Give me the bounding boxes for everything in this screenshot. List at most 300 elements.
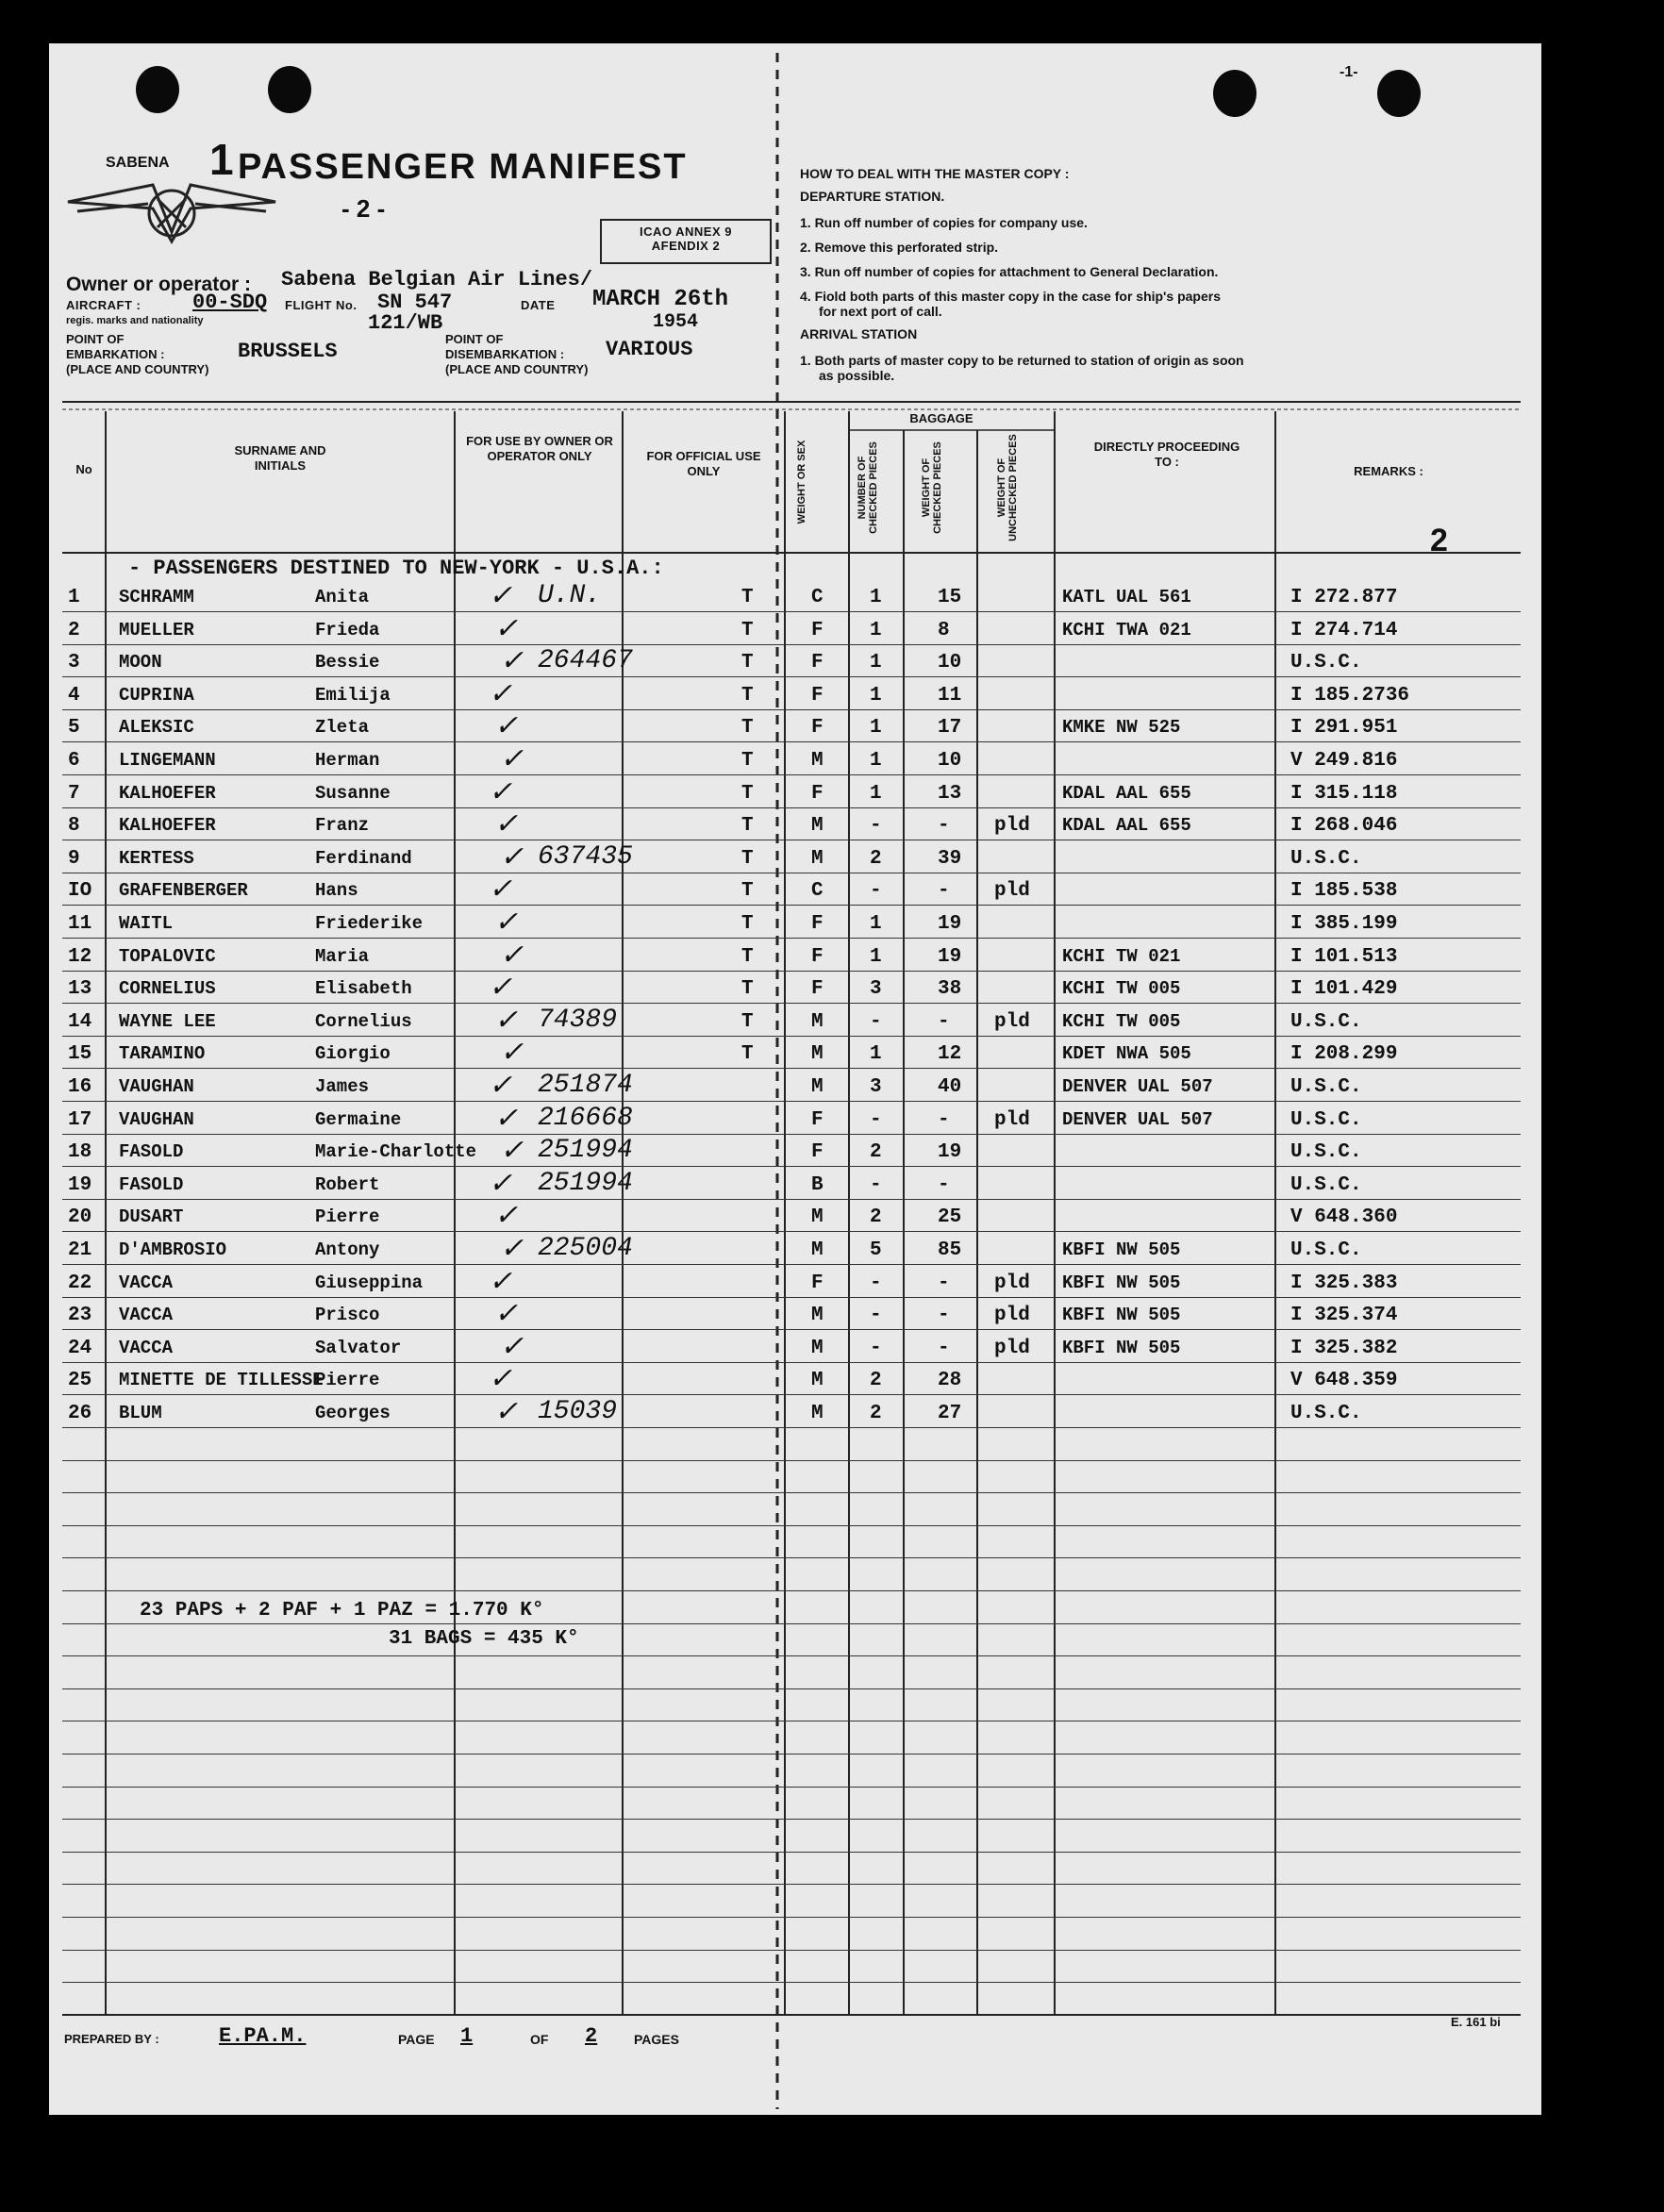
proceeding-to: KBFI NW 505	[1062, 1305, 1181, 1326]
ruled-line	[62, 1982, 1521, 1983]
passenger-surname: VACCA	[119, 1272, 174, 1293]
check-mark-icon: ✓	[489, 973, 513, 1006]
row-number: 15	[68, 1043, 92, 1066]
passenger-given-name: Friederike	[315, 913, 424, 934]
aircraft-sub: regis. marks and nationality	[66, 315, 204, 326]
official-use-code: T	[741, 1043, 754, 1066]
checked-pieces: 1	[870, 1043, 882, 1066]
passenger-given-name: Pierre	[315, 1370, 380, 1391]
checked-pieces: 2	[870, 847, 882, 870]
aircraft-value: 00-SDQ	[192, 291, 268, 314]
check-mark-icon: ✓	[494, 1398, 519, 1430]
checked-pieces: -	[870, 1305, 882, 1327]
col-weight-sex: WEIGHT OR SEX	[796, 440, 807, 524]
proceeding-to: KBFI NW 505	[1062, 1337, 1181, 1358]
ruled-line	[62, 1917, 1521, 1918]
checked-pieces: 3	[870, 1076, 882, 1098]
remarks-entry: U.S.C.	[1290, 1239, 1362, 1261]
passenger-given-name: Zleta	[315, 717, 370, 739]
unchecked-weight: pld	[994, 880, 1030, 903]
unchecked-weight: pld	[994, 1010, 1030, 1033]
checked-weight: 17	[938, 717, 962, 740]
row-number: 2	[68, 619, 80, 641]
table-row	[49, 908, 1541, 944]
col-weight-checked: WEIGHT OF CHECKED PIECES	[921, 441, 943, 534]
checked-pieces: -	[870, 1337, 882, 1359]
totals-line-1: 23 PAPS + 2 PAF + 1 PAZ = 1.770 K°	[140, 1600, 544, 1622]
disembark-label-1: POINT OF	[445, 332, 504, 346]
checked-weight: 11	[938, 684, 962, 707]
instruction-item: 3. Run off number of copies for attachment to General Declaration.	[800, 264, 1219, 279]
official-use-code: T	[741, 913, 754, 935]
checked-pieces: 2	[870, 1141, 882, 1164]
table-row	[49, 1041, 1541, 1074]
owner-use-entry: 251994	[538, 1168, 633, 1198]
weight-or-sex: F	[811, 1108, 824, 1131]
remarks-entry: U.S.C.	[1290, 1141, 1362, 1164]
proceeding-to: KATL UAL 561	[1062, 587, 1191, 607]
ruled-line	[62, 1590, 1521, 1591]
table-row	[49, 1136, 1541, 1173]
date-value: MARCH 26th	[592, 287, 729, 312]
table-row	[49, 875, 1541, 911]
checked-pieces: 2	[870, 1206, 882, 1229]
row-number: 17	[68, 1108, 92, 1131]
checked-weight: -	[938, 880, 950, 903]
arrival-item: 1. Both parts of master copy to be returned to station of origin as soon	[800, 353, 1244, 368]
weight-or-sex: F	[811, 619, 824, 641]
ruled-line	[62, 1950, 1521, 1951]
remarks-entry: I 268.046	[1290, 815, 1398, 838]
weight-or-sex: M	[811, 1239, 824, 1261]
passenger-given-name: Pierre	[315, 1206, 380, 1228]
of-label: OF	[530, 2032, 549, 2047]
weight-or-sex: M	[811, 1206, 824, 1229]
checked-weight: 19	[938, 945, 962, 968]
check-mark-icon: ✓	[489, 582, 513, 614]
instruction-item: for next port of call.	[819, 304, 942, 319]
check-mark-icon: ✓	[500, 1039, 524, 1072]
proceeding-to: KCHI TWA 021	[1062, 619, 1191, 640]
owner-use-entry: 251994	[538, 1136, 633, 1166]
owner-use-entry: U.N.	[538, 581, 602, 610]
row-number: 3	[68, 652, 80, 674]
col-remarks: REMARKS :	[1354, 464, 1423, 478]
passenger-given-name: Prisco	[315, 1305, 380, 1326]
passenger-given-name: Germaine	[315, 1108, 402, 1130]
weight-or-sex: M	[811, 1337, 824, 1359]
official-use-code: T	[741, 1010, 754, 1033]
check-mark-icon: ✓	[494, 908, 519, 940]
passenger-given-name: Elisabeth	[315, 978, 412, 1000]
remarks-entry: I 274.714	[1290, 619, 1398, 641]
checked-weight: 28	[938, 1370, 962, 1392]
check-mark-icon: ✓	[489, 1072, 513, 1104]
passenger-surname: VAUGHAN	[119, 1108, 194, 1130]
passenger-surname: MINETTE DE TILLESSE	[119, 1370, 324, 1391]
passenger-given-name: Giorgio	[315, 1043, 391, 1065]
row-number: 16	[68, 1076, 92, 1098]
instruction-item: 2. Remove this perforated strip.	[800, 240, 999, 255]
ruled-line	[62, 1884, 1521, 1885]
flight-value: SN 547	[377, 291, 453, 314]
checked-weight: 25	[938, 1206, 962, 1229]
remarks-entry: I 101.429	[1290, 978, 1398, 1001]
ruled-line	[62, 1557, 1521, 1558]
table-row	[49, 1168, 1541, 1206]
remarks-entry: I 208.299	[1290, 1043, 1398, 1066]
table-row	[49, 1267, 1541, 1304]
owner-use-entry: 251874	[538, 1071, 633, 1100]
row-number: 7	[68, 782, 80, 805]
remarks-entry: I 325.374	[1290, 1305, 1398, 1327]
row-number: 26	[68, 1403, 92, 1424]
checked-weight: 13	[938, 782, 962, 805]
remarks-entry: I 385.199	[1290, 913, 1398, 935]
instructions-departure: DEPARTURE STATION.	[800, 189, 945, 204]
passenger-surname: GRAFENBERGER	[119, 880, 248, 902]
table-row	[49, 745, 1541, 781]
embark-label-1: POINT OF	[66, 332, 125, 346]
check-mark-icon: ✓	[494, 1006, 519, 1039]
remarks-entry: U.S.C.	[1290, 1403, 1362, 1424]
official-use-code: T	[741, 945, 754, 968]
passenger-surname: SCHRAMM	[119, 587, 194, 607]
check-mark-icon: ✓	[489, 777, 513, 810]
ruled-line	[62, 1655, 1521, 1656]
table-row	[49, 646, 1541, 683]
weight-or-sex: M	[811, 1043, 824, 1066]
row-number: 11	[68, 913, 92, 935]
ruled-line	[62, 1525, 1521, 1526]
ruled-line	[62, 1819, 1521, 1820]
sheet-number: - 2 -	[341, 194, 386, 223]
weight-or-sex: M	[811, 1403, 824, 1424]
pages-label: PAGES	[634, 2032, 679, 2047]
passenger-surname: FASOLD	[119, 1141, 184, 1163]
page-title: PASSENGER MANIFEST	[238, 147, 688, 187]
icao-box	[600, 219, 772, 264]
check-mark-icon: ✓	[489, 679, 513, 712]
remarks-entry: U.S.C.	[1290, 1173, 1362, 1196]
prepared-value: E.PA.M.	[219, 2024, 307, 2048]
remarks-entry: I 101.513	[1290, 945, 1398, 968]
date-label: DATE	[521, 298, 556, 312]
checked-weight: 27	[938, 1403, 962, 1424]
weight-or-sex: B	[811, 1173, 824, 1196]
prepared-label: PREPARED BY :	[64, 2032, 159, 2046]
check-mark-icon: ✓	[494, 614, 519, 647]
checked-weight: 38	[938, 978, 962, 1001]
remarks-entry: I 185.2736	[1290, 684, 1410, 707]
proceeding-to: KDET NWA 505	[1062, 1043, 1191, 1065]
official-use-code: T	[741, 782, 754, 805]
passenger-surname: VAUGHAN	[119, 1076, 194, 1097]
row-number: 21	[68, 1239, 92, 1261]
weight-or-sex: F	[811, 913, 824, 935]
passenger-given-name: Bessie	[315, 652, 380, 674]
checked-weight: 40	[938, 1076, 962, 1098]
table-row	[49, 1234, 1541, 1271]
instruction-item: 1. Run off number of copies for company use.	[800, 215, 1088, 230]
checked-pieces: 1	[870, 913, 882, 935]
proceeding-to: KCHI TW 005	[1062, 978, 1181, 1000]
weight-or-sex: M	[811, 750, 824, 772]
sabena-logo	[68, 185, 275, 241]
ruled-line	[62, 1852, 1521, 1853]
weight-or-sex: M	[811, 847, 824, 870]
col-no: No	[75, 462, 92, 476]
passenger-surname: MUELLER	[119, 619, 194, 640]
airline-logo-text: SABENA	[106, 155, 170, 171]
weight-or-sex: F	[811, 684, 824, 707]
official-use-code: T	[741, 978, 754, 1001]
checked-weight: -	[938, 1305, 950, 1327]
passenger-surname: CUPRINA	[119, 684, 194, 706]
checked-pieces: 1	[870, 717, 882, 740]
row-number: 25	[68, 1370, 92, 1392]
checked-pieces: 1	[870, 587, 882, 608]
instruction-item: 4. Fiold both parts of this master copy in the case for ship's papers	[800, 289, 1221, 304]
unchecked-weight: pld	[994, 1337, 1030, 1359]
row-number: 9	[68, 847, 80, 870]
table-row	[49, 777, 1541, 814]
checked-weight: 15	[938, 587, 962, 608]
unchecked-weight: pld	[994, 815, 1030, 838]
owner-use-entry: 637435	[538, 841, 633, 872]
weight-or-sex: F	[811, 652, 824, 674]
check-mark-icon: ✓	[489, 1169, 513, 1202]
row-number: 22	[68, 1272, 92, 1294]
aircraft-label: AIRCRAFT :	[66, 298, 141, 312]
checked-weight: -	[938, 1010, 950, 1033]
passenger-surname: DUSART	[119, 1206, 184, 1228]
row-number: 8	[68, 815, 80, 838]
check-mark-icon: ✓	[489, 1365, 513, 1398]
ruled-line	[62, 1754, 1521, 1755]
row-number: 6	[68, 750, 80, 772]
passenger-given-name: Marie-Charlotte	[315, 1141, 477, 1163]
owner-use-entry: 264467	[538, 646, 633, 676]
flight-sub: 121/WB	[368, 311, 443, 335]
passenger-surname: FASOLD	[119, 1173, 184, 1195]
remarks-entry: I 315.118	[1290, 782, 1398, 805]
official-use-code: T	[741, 880, 754, 903]
remarks-entry: V 648.359	[1290, 1370, 1398, 1392]
checked-pieces: -	[870, 1173, 882, 1196]
weight-or-sex: M	[811, 1305, 824, 1327]
checked-pieces: -	[870, 815, 882, 838]
unchecked-weight: pld	[994, 1305, 1030, 1327]
weight-or-sex: M	[811, 1370, 824, 1392]
instructions-arrival: ARRIVAL STATION	[800, 326, 918, 341]
unchecked-weight: pld	[994, 1272, 1030, 1294]
weight-or-sex: C	[811, 587, 824, 608]
checked-pieces: -	[870, 1272, 882, 1294]
table-row	[49, 973, 1541, 1009]
official-use-code: T	[741, 750, 754, 772]
weight-or-sex: F	[811, 717, 824, 740]
row-number: 1	[68, 587, 80, 608]
passenger-given-name: Robert	[315, 1173, 380, 1195]
totals-line-2: 31 BAGS = 435 K°	[389, 1628, 579, 1650]
corner-mark: -1-	[1340, 64, 1358, 80]
row-number: 4	[68, 684, 80, 707]
passenger-given-name: Frieda	[315, 619, 380, 640]
col-owner-use: FOR USE BY OWNER OR OPERATOR ONLY	[466, 434, 613, 463]
remarks-entry: V 648.360	[1290, 1206, 1398, 1229]
passenger-given-name: Cornelius	[315, 1010, 412, 1032]
passenger-surname: TOPALOVIC	[119, 945, 216, 967]
remarks-entry: U.S.C.	[1290, 1010, 1362, 1033]
check-mark-icon: ✓	[494, 1300, 519, 1333]
proceeding-to: KMKE NW 525	[1062, 717, 1181, 739]
passenger-surname: ALEKSIC	[119, 717, 194, 739]
owner-use-entry: 74389	[538, 1005, 618, 1035]
table-row	[49, 1397, 1541, 1434]
row-number: 5	[68, 717, 80, 740]
checked-weight: -	[938, 1108, 950, 1131]
embark-label-3: (PLACE AND COUNTRY)	[66, 362, 209, 376]
checked-pieces: 1	[870, 750, 882, 772]
checked-pieces: 1	[870, 782, 882, 805]
table-row	[49, 940, 1541, 977]
remarks-mark: 2	[1430, 523, 1448, 558]
ruled-line	[62, 1460, 1521, 1461]
date-year: 1954	[653, 311, 699, 333]
ruled-line	[62, 1623, 1521, 1624]
check-mark-icon: ✓	[494, 1202, 519, 1235]
passenger-surname: TARAMINO	[119, 1043, 206, 1065]
checked-pieces: 1	[870, 652, 882, 674]
row-number: 24	[68, 1337, 92, 1359]
table-row	[49, 1071, 1541, 1107]
row-number: 20	[68, 1206, 92, 1229]
table-row	[49, 581, 1541, 618]
weight-or-sex: F	[811, 978, 824, 1001]
passenger-given-name: Antony	[315, 1239, 380, 1260]
checked-weight: 8	[938, 619, 950, 641]
checked-pieces: 5	[870, 1239, 882, 1261]
weight-or-sex: F	[811, 782, 824, 805]
passenger-given-name: Ferdinand	[315, 847, 412, 869]
col-official-use: FOR OFFICIAL USE ONLY	[646, 449, 761, 478]
col-surname: SURNAME AND INITIALS	[234, 443, 326, 473]
row-number: 14	[68, 1010, 92, 1033]
passenger-surname: CORNELIUS	[119, 978, 216, 1000]
check-mark-icon: ✓	[500, 745, 524, 777]
checked-weight: -	[938, 1272, 950, 1294]
table-row	[49, 1332, 1541, 1369]
checked-weight: 19	[938, 1141, 962, 1164]
official-use-code: T	[741, 652, 754, 674]
owner-label: Owner or operator :	[66, 274, 252, 295]
official-use-code: T	[741, 717, 754, 740]
remarks-entry: U.S.C.	[1290, 1108, 1362, 1131]
checked-weight: -	[938, 1337, 950, 1359]
instructions-title: HOW TO DEAL WITH THE MASTER COPY :	[800, 166, 1070, 181]
passenger-surname: LINGEMANN	[119, 750, 216, 771]
remarks-entry: U.S.C.	[1290, 847, 1362, 870]
remarks-entry: U.S.C.	[1290, 652, 1362, 674]
check-mark-icon: ✓	[500, 842, 524, 875]
checked-pieces: -	[870, 880, 882, 903]
passenger-given-name: Maria	[315, 945, 370, 967]
check-mark-icon: ✓	[500, 1235, 524, 1267]
passenger-surname: VACCA	[119, 1305, 174, 1326]
owner-value: Sabena Belgian Air Lines/	[281, 268, 593, 291]
remarks-entry: I 185.538	[1290, 880, 1398, 903]
proceeding-to: KBFI NW 505	[1062, 1239, 1181, 1260]
passenger-given-name: Georges	[315, 1403, 391, 1423]
page-value: 1	[460, 2024, 474, 2048]
table-row	[49, 614, 1541, 651]
of-value: 2	[585, 2024, 598, 2048]
flight-label: FLIGHT No.	[285, 298, 358, 312]
checked-weight: 85	[938, 1239, 962, 1261]
col-weight-unchecked: WEIGHT OF UNCHECKED PIECES	[996, 434, 1019, 541]
page-label: PAGE	[398, 2032, 435, 2047]
passenger-surname: BLUM	[119, 1403, 162, 1423]
checked-pieces: 1	[870, 684, 882, 707]
passenger-surname: KALHOEFER	[119, 782, 216, 804]
remarks-entry: I 325.383	[1290, 1272, 1398, 1294]
passenger-surname: MOON	[119, 652, 162, 674]
passenger-given-name: Anita	[315, 587, 370, 607]
passenger-surname: KALHOEFER	[119, 815, 216, 837]
official-use-code: T	[741, 587, 754, 608]
checked-pieces: -	[870, 1010, 882, 1033]
passenger-surname: WAITL	[119, 913, 174, 934]
passenger-surname: VACCA	[119, 1337, 174, 1358]
weight-or-sex: F	[811, 1272, 824, 1294]
manifest-sheet	[49, 43, 1541, 2115]
passenger-surname: KERTESS	[119, 847, 194, 869]
proceeding-to: DENVER UAL 507	[1062, 1108, 1213, 1130]
ruled-line	[62, 1688, 1521, 1689]
remarks-entry: I 325.382	[1290, 1337, 1398, 1359]
check-mark-icon: ✓	[500, 1137, 524, 1170]
col-baggage: BAGGAGE	[909, 411, 973, 425]
table-row	[49, 1103, 1541, 1140]
table-row	[49, 1300, 1541, 1336]
section-title: - PASSENGERS DESTINED TO NEW-YORK - U.S.A.:	[128, 557, 664, 580]
passenger-given-name: Franz	[315, 815, 370, 837]
checked-weight: 19	[938, 913, 962, 935]
proceeding-to: DENVER UAL 507	[1062, 1076, 1213, 1097]
col-num-checked: NUMBER OF CHECKED PIECES	[857, 441, 879, 534]
col-proceeding: DIRECTLY PROCEEDING TO :	[1093, 440, 1240, 469]
official-use-code: T	[741, 684, 754, 707]
icao-line-2: AFENDIX 2	[651, 239, 721, 253]
title-prefix: 1	[209, 135, 234, 184]
check-mark-icon: ✓	[500, 1332, 524, 1365]
passenger-surname: WAYNE LEE	[119, 1010, 216, 1032]
weight-or-sex: F	[811, 1141, 824, 1164]
check-mark-icon: ✓	[494, 810, 519, 843]
row-number: IO	[68, 880, 92, 903]
arrival-item: as possible.	[819, 368, 895, 383]
remarks-entry: V 249.816	[1290, 750, 1398, 772]
owner-use-entry: 216668	[538, 1103, 633, 1133]
checked-weight: -	[938, 815, 950, 838]
weight-or-sex: F	[811, 945, 824, 968]
row-number: 13	[68, 978, 92, 1001]
disembark-label-2: DISEMBARKATION :	[445, 347, 565, 361]
proceeding-to: KDAL AAL 655	[1062, 782, 1191, 804]
checked-pieces: -	[870, 1108, 882, 1131]
table-row	[49, 1202, 1541, 1238]
